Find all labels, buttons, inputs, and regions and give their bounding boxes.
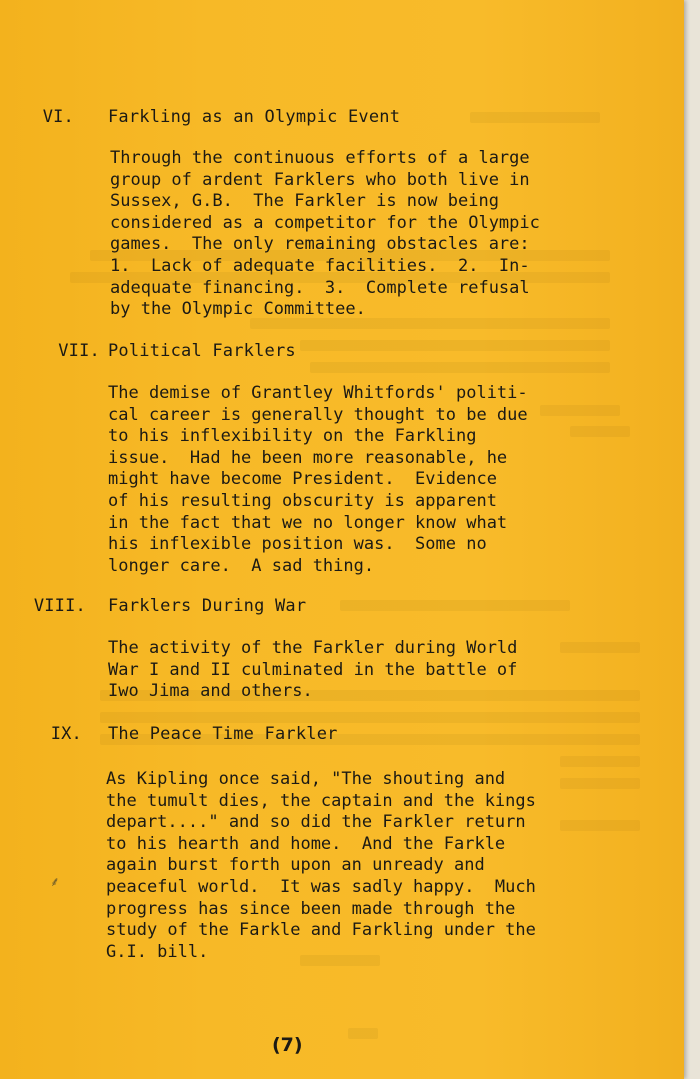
body-line: Iwo Jima and others. bbox=[108, 681, 313, 702]
body-line: depart...." and so did the Farkler return bbox=[106, 812, 526, 833]
body-line: cal career is generally thought to be due bbox=[108, 404, 528, 425]
body-line: considered as a competitor for the Olympic bbox=[110, 212, 540, 233]
section-title: Farklers During War bbox=[108, 596, 307, 616]
section-numeral: VI. bbox=[42, 107, 74, 127]
section-body bbox=[108, 638, 517, 703]
body-line: games. The only remaining obstacles are: bbox=[110, 234, 530, 255]
section-numeral: IX. bbox=[50, 724, 82, 744]
body-line: Sussex, G.B. The Farkler is now being bbox=[110, 191, 499, 212]
body-line: Through the continuous efforts of a large bbox=[110, 148, 530, 168]
body-line: again burst forth upon an unready and bbox=[106, 855, 485, 876]
body-line: group of ardent Farklers who both live in bbox=[110, 169, 530, 190]
section-body bbox=[108, 383, 528, 577]
body-line: progress has since been made through the bbox=[106, 898, 516, 919]
ink-speck: ⸙ bbox=[50, 875, 60, 890]
body-line: peaceful world. It was sadly happy. Much bbox=[106, 876, 536, 897]
body-line: in the fact that we no longer know what bbox=[108, 512, 508, 533]
body-line: the tumult dies, the captain and the kings bbox=[106, 790, 536, 811]
body-line: to his hearth and home. And the Farkle bbox=[106, 833, 506, 854]
body-line: The activity of the Farkler during World bbox=[108, 638, 518, 658]
body-line: issue. Had he been more reasonable, he bbox=[108, 447, 508, 468]
body-line: by the Olympic Committee. bbox=[110, 299, 366, 320]
body-line: War I and II culminated in the battle of bbox=[108, 659, 518, 680]
body-line: to his inflexibility on the Farkling bbox=[108, 426, 477, 447]
body-line: of his resulting obscurity is apparent bbox=[108, 490, 497, 511]
body-line: 1. Lack of adequate facilities. 2. In- bbox=[110, 255, 530, 276]
body-line: As Kipling once said, "The shouting and bbox=[106, 769, 506, 789]
section-title: The Peace Time Farkler bbox=[108, 724, 338, 744]
section-numeral: VII. bbox=[58, 341, 100, 361]
section-body bbox=[110, 148, 540, 321]
section-title: Political Farklers bbox=[108, 341, 296, 361]
body-line: study of the Farkle and Farkling under the bbox=[106, 920, 536, 941]
body-line: might have become President. Evidence bbox=[108, 469, 497, 490]
body-line: longer care. A sad thing. bbox=[108, 555, 375, 576]
section-numeral: VIII. bbox=[33, 596, 86, 616]
body-line: adequate financing. 3. Complete refusal bbox=[110, 277, 530, 298]
body-line: The demise of Grantley Whitfords' politi- bbox=[108, 383, 528, 403]
body-line: G.I. bill. bbox=[106, 941, 209, 962]
section-title: Farkling as an Olympic Event bbox=[108, 107, 401, 127]
body-line: his inflexible position was. Some no bbox=[108, 534, 487, 555]
page-number: (7) bbox=[272, 1034, 303, 1056]
section-body bbox=[106, 769, 536, 963]
